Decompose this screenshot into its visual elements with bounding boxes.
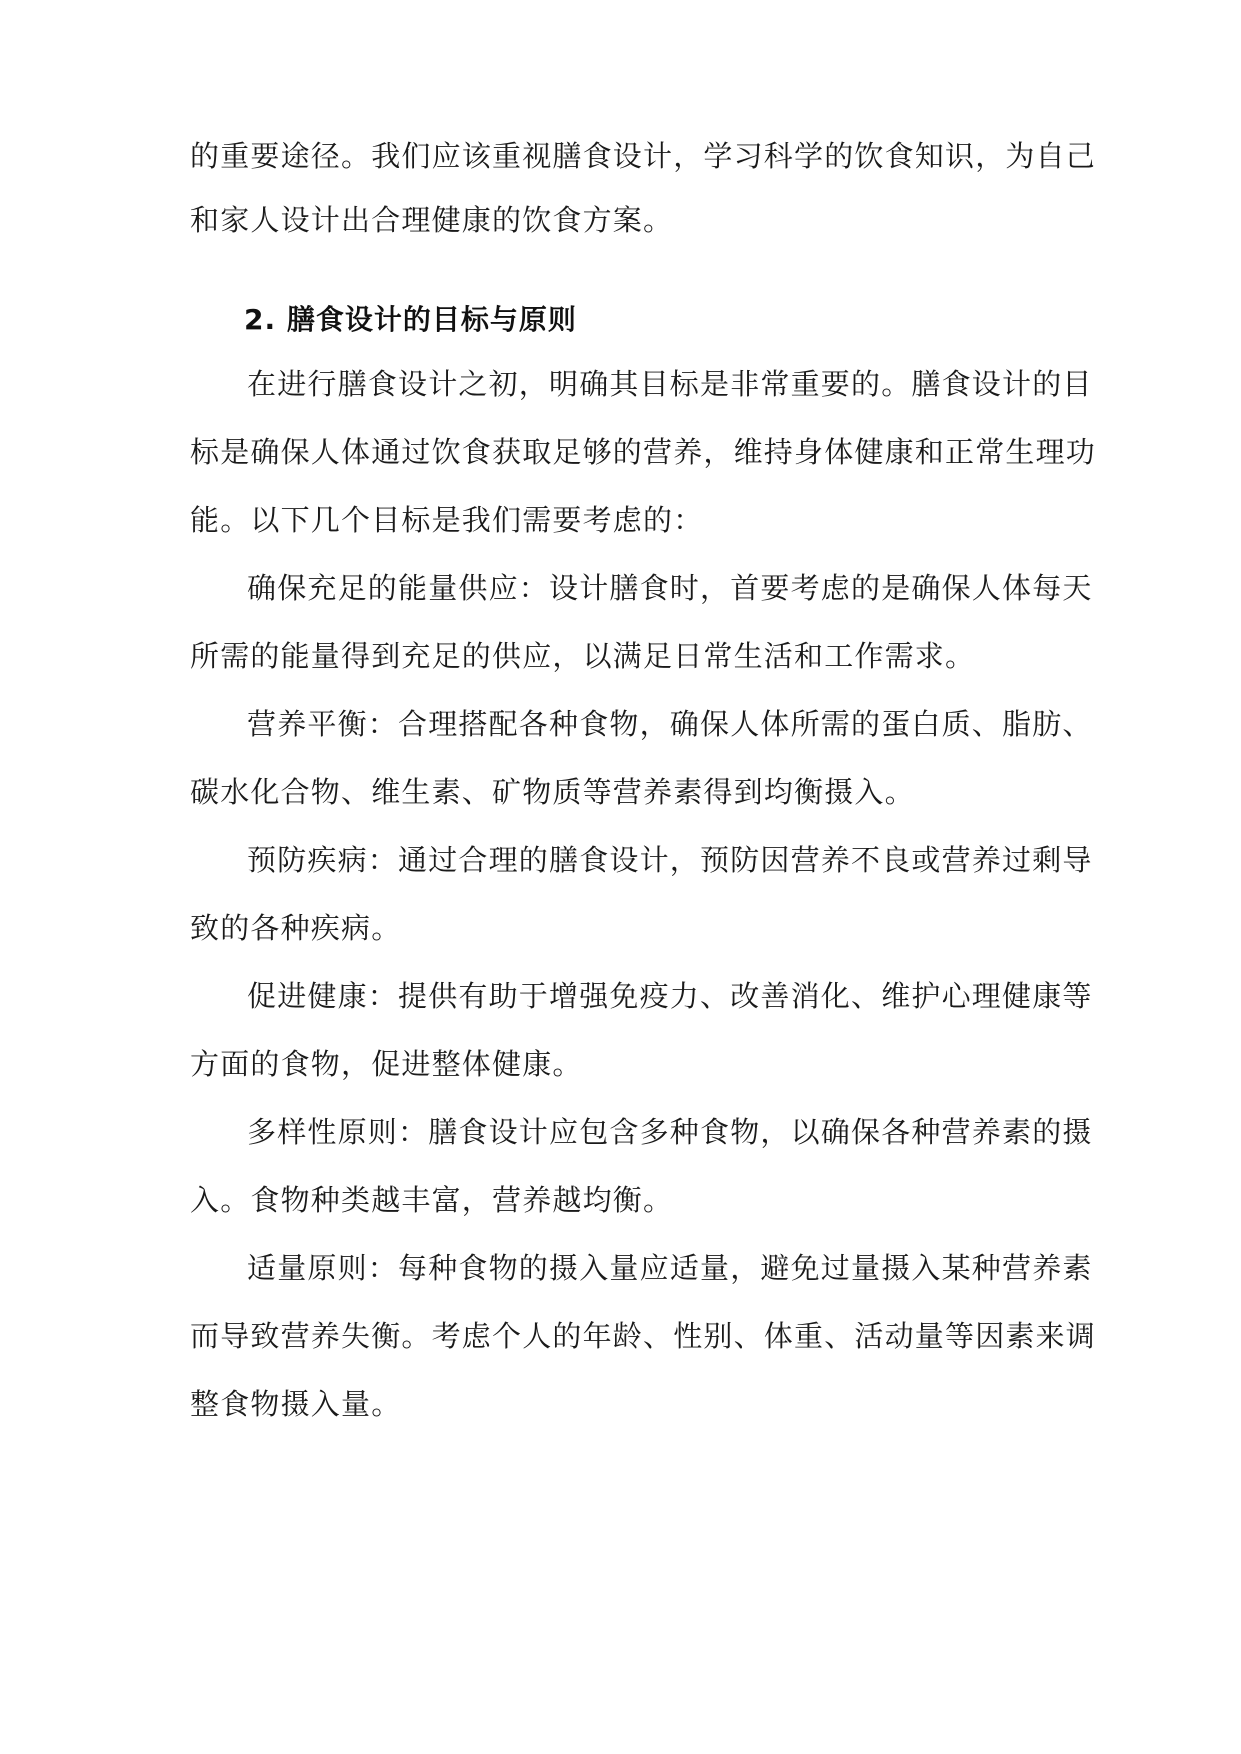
paragraph-3-line-1: 营养平衡：合理搭配各种食物，确保人体所需的蛋白质、脂肪、 bbox=[247, 707, 1093, 741]
paragraph-5-line-1: 促进健康：提供有助于增强免疫力、改善消化、维护心理健康等 bbox=[247, 979, 1093, 1013]
paragraph-7-line-1: 适量原则：每种食物的摄入量应适量，避免过量摄入某种营养素 bbox=[247, 1251, 1093, 1285]
paragraph-1-line-3: 能。以下几个目标是我们需要考虑的： bbox=[190, 503, 704, 537]
paragraph-4-line-1: 预防疾病：通过合理的膳食设计，预防因营养不良或营养过剩导 bbox=[247, 843, 1093, 877]
paragraph-4-line-2: 致的各种疾病。 bbox=[190, 911, 402, 945]
paragraph-7-line-3: 整食物摄入量。 bbox=[190, 1387, 402, 1421]
paragraph-6-line-1: 多样性原则：膳食设计应包含多种食物，以确保各种营养素的摄 bbox=[247, 1115, 1093, 1149]
paragraph-7-line-2: 而导致营养失衡。考虑个人的年龄、性别、体重、活动量等因素来调 bbox=[190, 1319, 1097, 1353]
paragraph-1-line-1: 在进行膳食设计之初，明确其目标是非常重要的。膳食设计的目 bbox=[247, 367, 1093, 401]
intro-line-1: 的重要途径。我们应该重视膳食设计，学习科学的饮食知识，为自己 bbox=[190, 139, 1097, 173]
section-heading: 2. 膳食设计的目标与原则 bbox=[244, 303, 577, 336]
paragraph-3-line-2: 碳水化合物、维生素、矿物质等营养素得到均衡摄入。 bbox=[190, 775, 915, 809]
paragraph-1-line-2: 标是确保人体通过饮食获取足够的营养，维持身体健康和正常生理功 bbox=[190, 435, 1097, 469]
intro-line-2: 和家人设计出合理健康的饮食方案。 bbox=[190, 203, 674, 237]
paragraph-2-line-1: 确保充足的能量供应：设计膳食时，首要考虑的是确保人体每天 bbox=[247, 571, 1093, 605]
paragraph-5-line-2: 方面的食物，促进整体健康。 bbox=[190, 1047, 583, 1081]
paragraph-2-line-2: 所需的能量得到充足的供应，以满足日常生活和工作需求。 bbox=[190, 639, 976, 673]
paragraph-6-line-2: 入。食物种类越丰富，营养越均衡。 bbox=[190, 1183, 674, 1217]
